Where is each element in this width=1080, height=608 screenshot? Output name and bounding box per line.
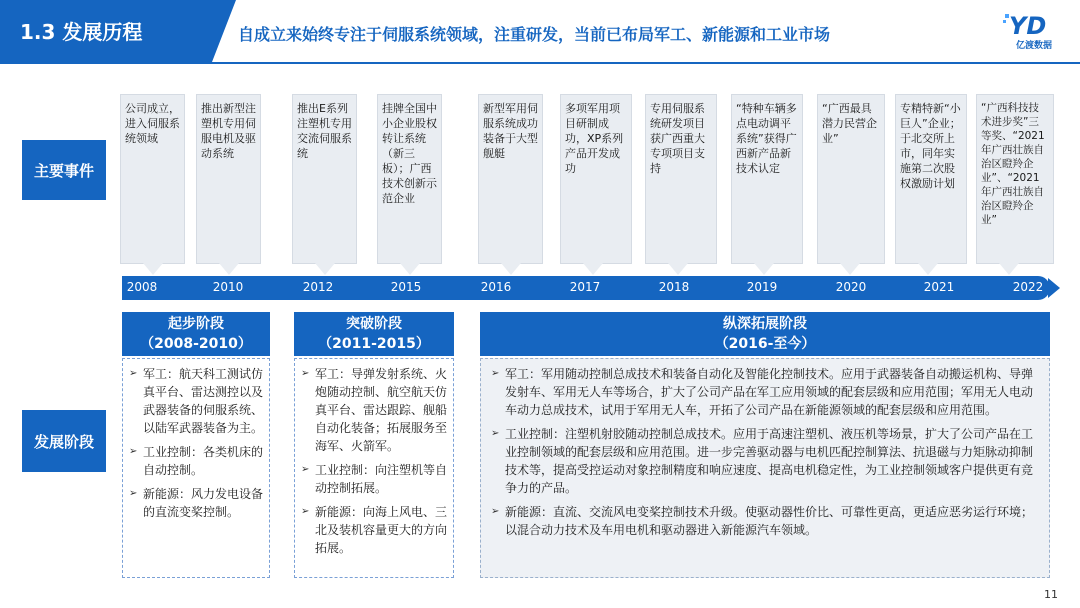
logo-text: 亿渡数据 xyxy=(1015,41,1052,51)
year-label: 2016 xyxy=(480,280,512,294)
page-title: 1.3 发展历程 xyxy=(20,20,143,44)
year-label: 2022 xyxy=(1012,280,1044,294)
stage-header xyxy=(480,312,1050,356)
event-text: 专精特新“小巨人”企业；于北交所上市，同年实施第二次股权激励计划 xyxy=(900,102,961,190)
stage-item: ➢ 新能源：向海上风电、三北及装机容量更大的方向拓展。 xyxy=(301,503,447,557)
event-card xyxy=(377,94,442,264)
event-text: 多项军用项目研制成功，XP系列产品开发成功 xyxy=(565,102,624,175)
stage-period: （2016-至今） xyxy=(714,336,816,352)
events-label: 主要事件 xyxy=(22,140,106,200)
logo-icon xyxy=(1003,10,1065,40)
event-card xyxy=(895,94,967,264)
stage-header xyxy=(294,312,454,356)
page-subtitle: 自成立来始终专注于伺服系统领域，注重研发，当前已布局军工、新能源和工业市场 xyxy=(238,25,831,44)
year-label: 2021 xyxy=(923,280,955,294)
event-card xyxy=(196,94,261,264)
event-card xyxy=(478,94,543,264)
stage-item: ➢ 新能源：风力发电设备的直流变桨控制。 xyxy=(129,485,263,521)
event-text: “广西最具潜力民营企业” xyxy=(822,102,877,145)
stage-item: ➢ 军工：航天科工测试仿真平台、雷达测控以及武器装备的伺服系统、以陆军武器装备为主。 xyxy=(129,365,263,437)
event-card xyxy=(817,94,885,264)
stage-period: （2011-2015） xyxy=(318,336,430,352)
year-label: 2010 xyxy=(212,280,244,294)
event-text: 推出E系列注塑机专用交流伺服系统 xyxy=(297,102,352,160)
stage-item: ➢ 新能源：直流、交流风电变桨控制技术升级。使驱动器性价比、可靠性更高，更适应恶劣运行环境；以混合动力技术及车用电机和驱动器进入新能源汽车领域。 xyxy=(491,503,1039,539)
stage-header xyxy=(122,312,270,356)
company-logo xyxy=(1003,10,1065,50)
stage-name: 起步阶段 xyxy=(168,316,224,332)
stage-item: ➢ 工业控制：向注塑机等自动控制拓展。 xyxy=(301,461,447,497)
year-label: 2020 xyxy=(835,280,867,294)
stage-item: ➢ 工业控制：注塑机射胶随动控制总成技术。应用于高速注塑机、液压机等场景，扩大了公司产品在工业控制领域的配套层级和应用范围。进一步完善驱动器与电机匹配控制算法、抗退磁与力矩脉动抑制技术等，提高受控运动对象控制精度和响应速度、提高电机稳定性，为工业控制领域客户提供更有竞争力的产品。 xyxy=(491,425,1039,497)
event-text: 专用伺服系统研发项目获广西重大专项项目支持 xyxy=(650,102,705,175)
stage-body xyxy=(122,358,270,578)
event-card xyxy=(560,94,632,264)
event-card xyxy=(731,94,803,264)
event-card xyxy=(645,94,717,264)
event-text: 挂牌全国中小企业股权转让系统（新三板）；广西技术创新示范企业 xyxy=(382,102,437,205)
stage-body xyxy=(480,358,1050,578)
stage-item: ➢ 工业控制：各类机床的自动控制。 xyxy=(129,443,263,479)
year-label: 2018 xyxy=(658,280,690,294)
stage-item: ➢ 军工：军用随动控制总成技术和装备自动化及智能化控制技术。应用于武器装备自动搬运机构、导弹发射车、军用无人车等场合，扩大了公司产品在军工应用领域的配套层级和应用范围；军用无人电动车动力总成技术，试用于军用无人车，开拓了公司产品在新能源领域的配套层级和应用范围。 xyxy=(491,365,1039,419)
stages-label: 发展阶段 xyxy=(22,410,106,472)
header-divider xyxy=(0,62,1080,64)
stage-body xyxy=(294,358,454,578)
event-card xyxy=(120,94,185,264)
stage-name: 纵深拓展阶段 xyxy=(723,316,807,332)
year-label: 2012 xyxy=(302,280,334,294)
stage-name: 突破阶段 xyxy=(346,316,402,332)
event-text: 公司成立，进入伺服系统领域 xyxy=(125,102,180,145)
event-text: “广西科技技术进步奖”三等奖、“2021年广西壮族自治区瞪羚企业”、“2021年广西壮族自治区瞪羚企业” xyxy=(981,102,1045,226)
event-card xyxy=(976,94,1054,264)
page-number: 11 xyxy=(1044,588,1058,601)
year-label: 2017 xyxy=(569,280,601,294)
event-text: 推出新型注塑机专用伺服电机及驱动系统 xyxy=(201,102,256,160)
year-label: 2019 xyxy=(746,280,778,294)
event-text: 新型军用伺服系统成功装备于大型舰艇 xyxy=(483,102,538,160)
event-card xyxy=(292,94,357,264)
svg-text:YD: YD xyxy=(1009,12,1047,40)
event-text: “特种车辆多点电动调平系统”获得广西新产品新技术认定 xyxy=(736,102,797,175)
stage-item: ➢ 军工：导弹发射系统、火炮随动控制、航空航天仿真平台、雷达跟踪、舰船自动化装备；拓展服务至海军、火箭军。 xyxy=(301,365,447,455)
year-label: 2015 xyxy=(390,280,422,294)
year-label: 2008 xyxy=(126,280,158,294)
stage-period: （2008-2010） xyxy=(140,336,252,352)
